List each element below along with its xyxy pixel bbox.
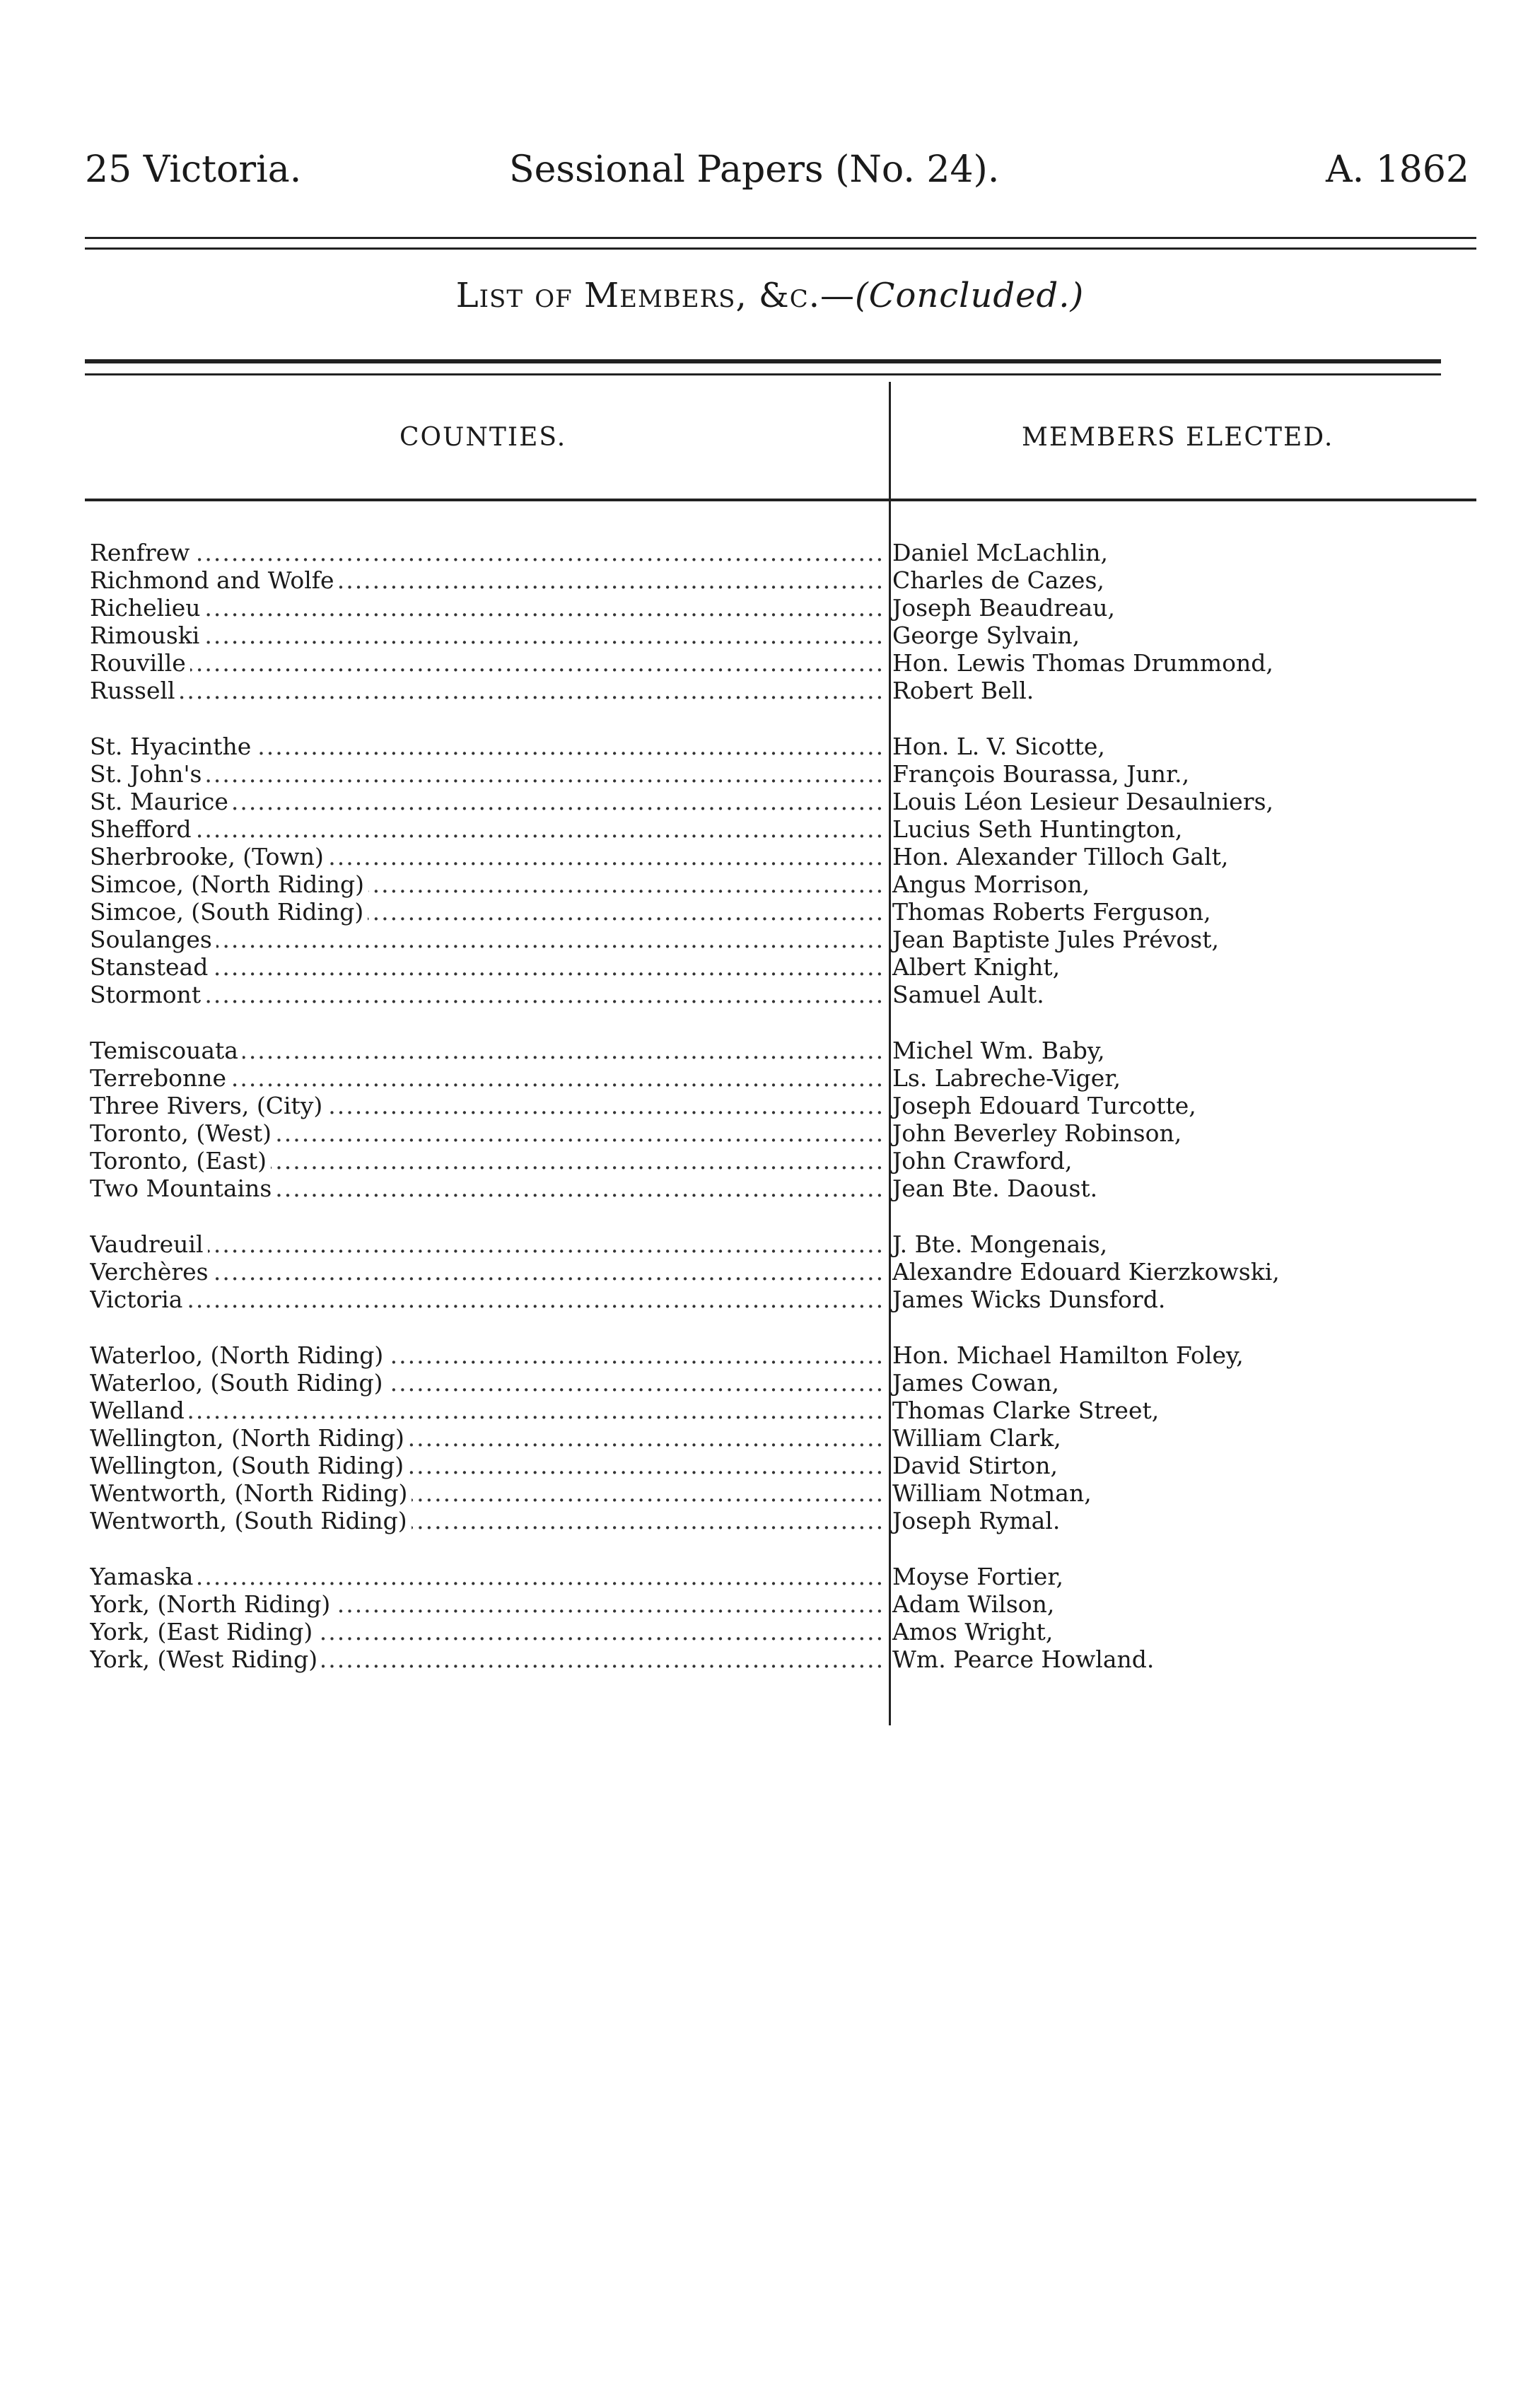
table-row — [90, 677, 1469, 704]
county-cell — [90, 953, 882, 981]
county-name: Waterloo, (North Riding) — [90, 1341, 387, 1369]
member-name: Lucius Seth Huntington, — [892, 815, 1183, 843]
county-cell — [90, 843, 882, 870]
list-title-dash: — — [819, 276, 855, 315]
table-row — [90, 898, 1469, 926]
header-sessional-papers: Sessional Papers (No. 24). — [509, 148, 1000, 191]
county-cell — [90, 760, 882, 788]
county-cell — [90, 733, 882, 760]
member-name: John Beverley Robinson, — [892, 1119, 1182, 1147]
county-name: Wentworth, (North Riding) — [90, 1479, 412, 1507]
county-group — [90, 733, 1469, 1008]
member-name: Michel Wm. Baby, — [892, 1037, 1105, 1064]
table-row — [90, 1563, 1469, 1590]
county-name: Verchères — [90, 1258, 213, 1286]
county-name: Vaudreuil — [90, 1230, 208, 1258]
county-name: Shefford — [90, 815, 196, 843]
county-cell — [90, 1230, 882, 1258]
member-name: John Crawford, — [892, 1147, 1073, 1175]
member-name: Charles de Cazes, — [892, 566, 1104, 594]
county-name: Waterloo, (South Riding) — [90, 1369, 387, 1397]
county-name: Richelieu — [90, 594, 205, 622]
column-header-rule — [85, 499, 1476, 501]
table-row — [90, 1341, 1469, 1369]
county-cell — [90, 1645, 882, 1673]
county-cell — [90, 1147, 882, 1175]
county-name: York, (East Riding) — [90, 1618, 317, 1645]
table-row — [90, 1479, 1469, 1507]
member-name: James Cowan, — [892, 1369, 1059, 1397]
member-name: Adam Wilson, — [892, 1590, 1055, 1618]
county-cell — [90, 1258, 882, 1286]
table-row — [90, 1507, 1469, 1534]
table-row — [90, 1397, 1469, 1424]
table-row — [90, 1092, 1469, 1119]
county-cell — [90, 1424, 882, 1452]
county-name: Sherbrooke, (Town) — [90, 843, 328, 870]
table-row — [90, 1286, 1469, 1313]
header-year: A. 1862 — [1326, 148, 1469, 191]
county-cell — [90, 1369, 882, 1397]
table-row — [90, 870, 1469, 898]
member-name: Louis Léon Lesieur Desaulniers, — [892, 788, 1273, 815]
table-row — [90, 649, 1469, 677]
county-cell — [90, 1479, 882, 1507]
member-name: Thomas Roberts Ferguson, — [892, 898, 1211, 926]
county-cell — [90, 788, 882, 815]
member-name: Daniel McLachlin, — [892, 539, 1108, 566]
member-name: Hon. Lewis Thomas Drummond, — [892, 649, 1273, 677]
table-row — [90, 539, 1469, 566]
header-rule — [85, 237, 1476, 250]
county-cell — [90, 539, 882, 566]
member-name: Moyse Fortier, — [892, 1563, 1063, 1590]
county-group — [90, 539, 1469, 704]
member-name: Thomas Clarke Street, — [892, 1397, 1160, 1424]
table-row — [90, 815, 1469, 843]
member-name: Hon. Michael Hamilton Foley, — [892, 1341, 1244, 1369]
county-name: Soulanges — [90, 926, 216, 953]
county-name: York, (North Riding) — [90, 1590, 334, 1618]
county-name: Simcoe, (South Riding) — [90, 898, 368, 926]
member-name: Robert Bell. — [892, 677, 1034, 704]
county-group — [90, 1230, 1469, 1313]
table-row — [90, 1037, 1469, 1064]
table-row — [90, 953, 1469, 981]
table-row — [90, 1119, 1469, 1147]
county-name: St. Hyacinthe — [90, 733, 255, 760]
county-cell — [90, 898, 882, 926]
table-row — [90, 1175, 1469, 1202]
table-row — [90, 926, 1469, 953]
county-cell — [90, 926, 882, 953]
county-cell — [90, 1563, 882, 1590]
title-rule — [85, 359, 1441, 375]
county-name: Richmond and Wolfe — [90, 566, 339, 594]
county-cell — [90, 594, 882, 622]
table-row — [90, 1645, 1469, 1673]
table-row — [90, 1618, 1469, 1645]
table-row — [90, 1452, 1469, 1479]
county-cell — [90, 1618, 882, 1645]
county-name: Toronto, (East) — [90, 1147, 271, 1175]
table-row — [90, 594, 1469, 622]
county-cell — [90, 981, 882, 1008]
table-row — [90, 981, 1469, 1008]
county-name: St. Maurice — [90, 788, 233, 815]
table-row — [90, 1147, 1469, 1175]
county-name: Terrebonne — [90, 1064, 231, 1092]
member-name: Hon. Alexander Tilloch Galt, — [892, 843, 1229, 870]
member-name: Samuel Ault. — [892, 981, 1044, 1008]
running-header — [85, 141, 1469, 198]
county-name: St. John's — [90, 760, 206, 788]
member-name: George Sylvain, — [892, 622, 1080, 649]
county-cell — [90, 622, 882, 649]
county-cell — [90, 677, 882, 704]
county-cell — [90, 1092, 882, 1119]
member-name: James Wicks Dunsford. — [892, 1286, 1166, 1313]
county-name: Renfrew — [90, 539, 194, 566]
table-row — [90, 733, 1469, 760]
county-cell — [90, 1119, 882, 1147]
county-group — [90, 1563, 1469, 1673]
county-cell — [90, 1590, 882, 1618]
member-name: David Stirton, — [892, 1452, 1058, 1479]
member-name: Joseph Rymal. — [892, 1507, 1061, 1534]
member-name: Alexandre Edouard Kierzkowski, — [892, 1258, 1280, 1286]
county-cell — [90, 1341, 882, 1369]
member-name: Albert Knight, — [892, 953, 1061, 981]
table-row — [90, 788, 1469, 815]
county-name: Toronto, (West) — [90, 1119, 276, 1147]
list-title — [0, 276, 1540, 315]
member-name: William Clark, — [892, 1424, 1061, 1452]
table-row — [90, 1064, 1469, 1092]
county-group — [90, 1037, 1469, 1202]
county-cell — [90, 1507, 882, 1534]
county-cell — [90, 1175, 882, 1202]
member-name: Amos Wright, — [892, 1618, 1054, 1645]
member-name: William Notman, — [892, 1479, 1092, 1507]
list-title-main: List of Members, &c. — [455, 276, 820, 315]
county-name: Wellington, (North Riding) — [90, 1424, 409, 1452]
member-name: François Bourassa, Junr., — [892, 760, 1190, 788]
table-row — [90, 622, 1469, 649]
county-name: Wentworth, (South Riding) — [90, 1507, 412, 1534]
table-row — [90, 760, 1469, 788]
table-row — [90, 566, 1469, 594]
member-name: Joseph Beaudreau, — [892, 594, 1115, 622]
county-name: Two Mountains — [90, 1175, 276, 1202]
county-cell — [90, 649, 882, 677]
county-cell — [90, 1064, 882, 1092]
header-regnal-year: 25 Victoria. — [85, 148, 302, 191]
table-row — [90, 1230, 1469, 1258]
county-cell — [90, 815, 882, 843]
list-title-concluded: (Concluded.) — [854, 276, 1085, 315]
county-name: Temiscouata — [90, 1037, 243, 1064]
county-name: York, (West Riding) — [90, 1645, 322, 1673]
county-cell — [90, 1037, 882, 1064]
member-name: Hon. L. V. Sicotte, — [892, 733, 1105, 760]
member-name: Jean Bte. Daoust. — [892, 1175, 1098, 1202]
member-name: Jean Baptiste Jules Prévost, — [892, 926, 1219, 953]
column-header-members: MEMBERS ELECTED. — [1022, 423, 1334, 452]
county-name: Welland — [90, 1397, 189, 1424]
member-name: Joseph Edouard Turcotte, — [892, 1092, 1196, 1119]
table-row — [90, 1258, 1469, 1286]
county-name: Simcoe, (North Riding) — [90, 870, 368, 898]
county-name: Russell — [90, 677, 180, 704]
county-name: Three Rivers, (City) — [90, 1092, 327, 1119]
county-cell — [90, 870, 882, 898]
county-name: Victoria — [90, 1286, 187, 1313]
county-cell — [90, 566, 882, 594]
member-name: Angus Morrison, — [892, 870, 1090, 898]
table-row — [90, 1590, 1469, 1618]
column-header-counties: COUNTIES. — [399, 423, 567, 452]
members-table — [90, 539, 1469, 1701]
county-cell — [90, 1452, 882, 1479]
county-name: Stanstead — [90, 953, 212, 981]
table-row — [90, 843, 1469, 870]
county-name: Rouville — [90, 649, 190, 677]
county-name: Wellington, (South Riding) — [90, 1452, 408, 1479]
county-cell — [90, 1397, 882, 1424]
table-row — [90, 1424, 1469, 1452]
county-group — [90, 1341, 1469, 1534]
county-name: Stormont — [90, 981, 205, 1008]
table-row — [90, 1369, 1469, 1397]
member-name: J. Bte. Mongenais, — [892, 1230, 1108, 1258]
county-cell — [90, 1286, 882, 1313]
county-name: Rimouski — [90, 622, 204, 649]
member-name: Ls. Labreche-Viger, — [892, 1064, 1121, 1092]
member-name: Wm. Pearce Howland. — [892, 1645, 1155, 1673]
county-name: Yamaska — [90, 1563, 197, 1590]
